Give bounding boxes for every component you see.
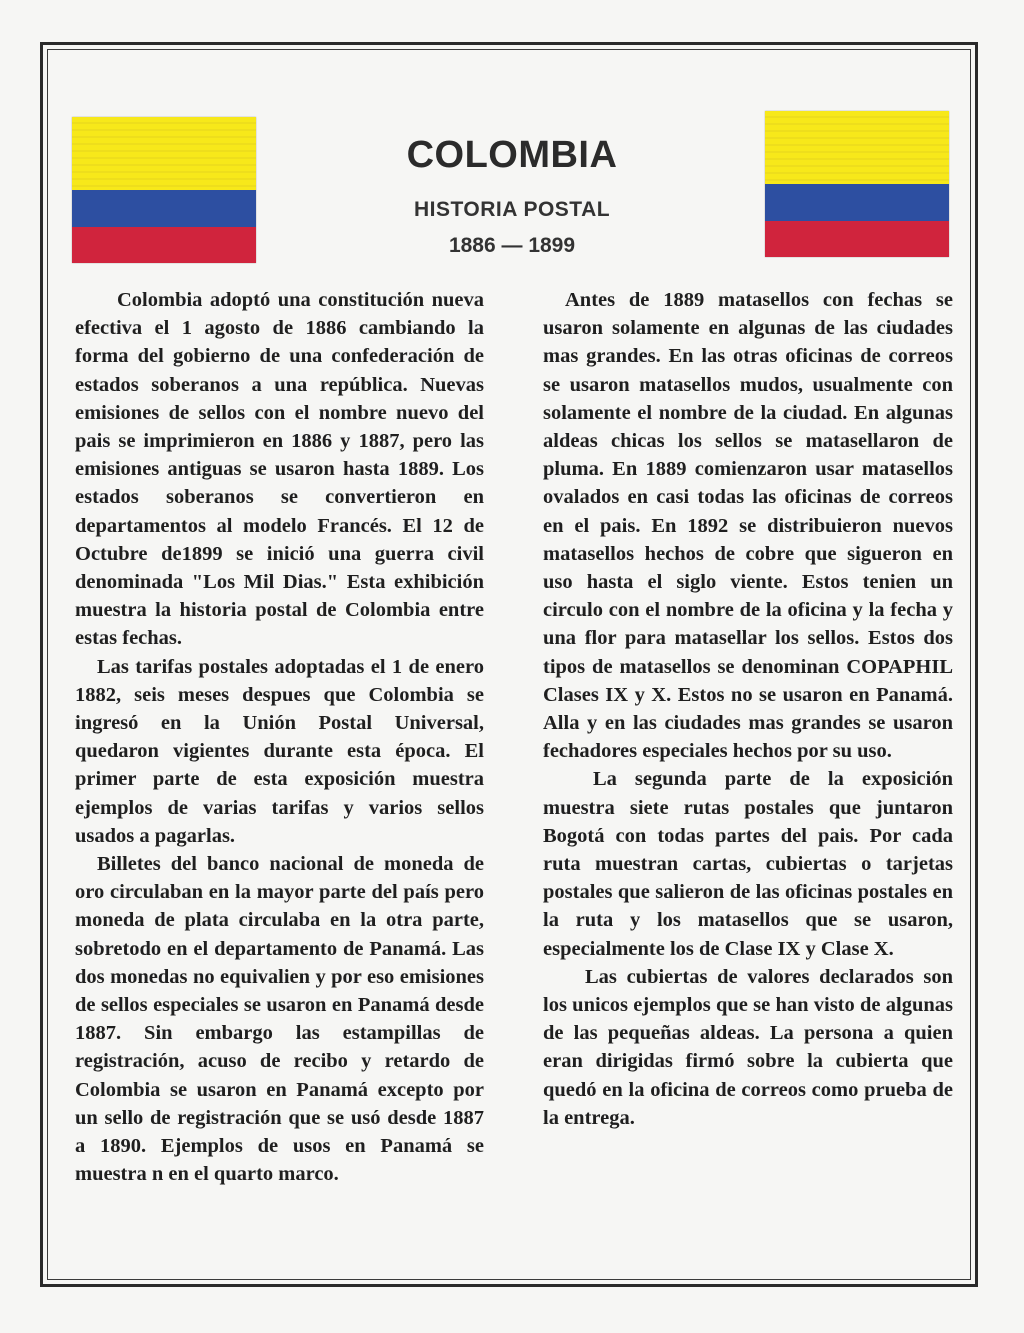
right-text-column [543, 286, 953, 1132]
paragraph: Las tarifas postales adoptadas el 1 de enero 1882, seis meses despues que Colombia se ingresó en la Unión Postal Universal, quedaron vigientes durante esta época. El primer parte de esta exposición muestra ejemplos de varias tarifas y varios sellos usados a pagarlas. [75, 655, 484, 847]
left-text-column [75, 286, 484, 1189]
paragraph: Antes de 1889 matasellos con fechas se usaron solamente en algunas de las ciudades mas grandes. En las otras oficinas de correos se usaron matasellos mudos, usualmente con solamente el nombre de la ciudad. En algunas aldeas chicas los sellos se matasellaron de pluma. En 1889 comienzaron usar matasellos ovalados en casi todas las oficinas de correos en el pais. En 1892 se distribuieron nuevos matasellos hechos de cobre que sigueron en uso hasta el siglo viente. Estos tenien un circulo con el nombre de la oficina y la fecha y una flor para matasellar los sellos. Estos dos tipos de matasellos se denominan COPAPHIL Clases IX y X. Estos no se usaron en Panamá. Alla y en las ciudades mas grandes se usaron fechadores especiales hechos por su uso. [543, 289, 953, 763]
paragraph: Colombia adoptó una constitución nueva efectiva el 1 agosto de 1886 cambiando la forma del gobierno de una confederación de estados soberanos a una república. Nuevas emisiones de sellos con el nombre nuevo del pais se imprimieron en 1886 y 1887, pero las emisiones antiguas se usaron hasta 1889. Los estados soberanos se convertieron en departamentos al modelo Francés. El 12 de Octubre de1899 se inició una guerra civil denominada "Los Mil Dias." Esta exhibición muestra la historia postal de Colombia entre estas fechas. [75, 289, 484, 650]
page-title: COLOMBIA [406, 134, 618, 176]
paragraph: La segunda parte de la exposición muestra siete rutas postales que juntaron Bogotá con todas partes del pais. Por cada ruta muestran cartas, cubiertas o tarjetas postales que salieron de las oficinas postales en la ruta y los matasellos que se usaron, especialmente los de Clase IX y Clase X. [543, 768, 953, 960]
date-range: 1886 — 1899 [448, 234, 576, 257]
paragraph: Billetes del banco nacional de moneda de oro circulaban en la mayor parte del país pero moneda de plata circulaba en la otra parte, sobretodo en el departamento de Panamá. Las dos monedas no equivalien y por eso emisiones de sellos especiales se usaron en Panamá desde 1887. Sin embargo las estampillas de registración, acuso de recibo y retardo de Colombia se usaron en Panamá excepto por un sello de registración que se usó desde 1887 a 1890. Ejemplos de usos en Panamá se muestra n en el quarto marco. [75, 853, 484, 1186]
paragraph: Las cubiertas de valores declarados son los unicos ejemplos que se han visto de algunas de las pequeñas aldeas. La persona a quien eran dirigidas firmó sobre la cubierta que quedó en la oficina de correos como prueba de la entrega. [543, 965, 953, 1129]
page-subtitle: HISTORIA POSTAL [413, 198, 611, 221]
